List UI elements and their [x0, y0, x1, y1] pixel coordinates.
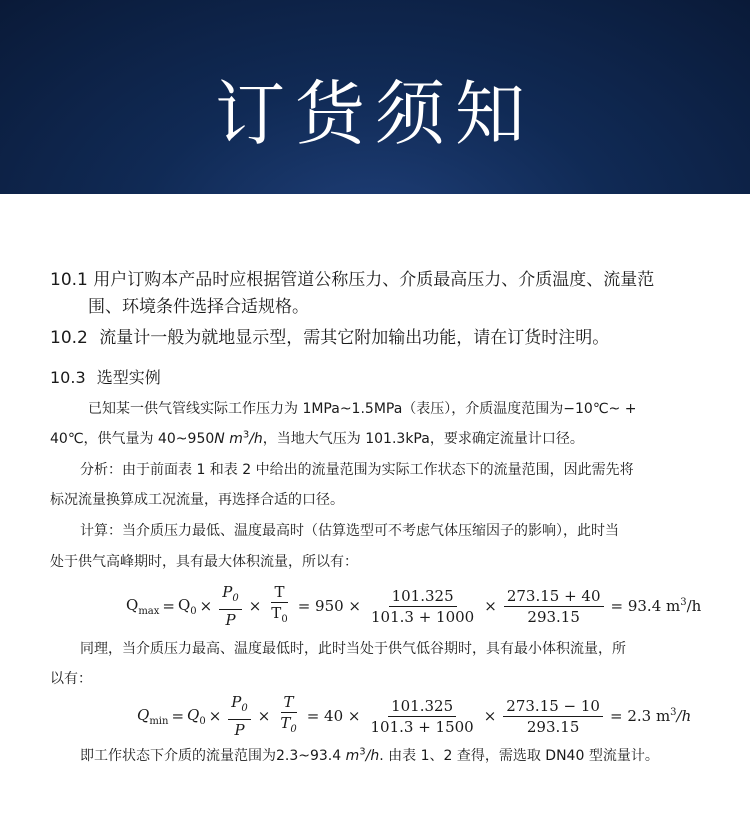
paragraph-similar-line1: 同理，当介质压力最高、温度最低时，此时当处于供气低谷期时，具有最小体积流量，所: [80, 641, 626, 657]
header-banner: [0, 0, 750, 194]
paragraph-known-line1: 已知某一供气管线实际工作压力为 1MPa~1.5MPa（表压），介质温度范围为−10℃~ +: [88, 401, 637, 417]
fraction-t-t0: $\frac{T}{T_0}$: [280, 693, 297, 735]
result-value: = 2.3 $m^3/h$: [609, 707, 692, 725]
times-sign: ×: [199, 597, 213, 615]
times-sign: ×: [484, 597, 497, 615]
formula-qmax: [126, 583, 704, 629]
paragraph-calc-line2: 处于供气高峰期时，具有最大体积流量，所以有：: [50, 554, 358, 570]
equals-sign: =: [171, 707, 185, 725]
paragraph-known-line2: [50, 428, 584, 448]
unit-span: /h: [365, 748, 380, 764]
fraction-t-t0: $\frac{T}{T_0}$: [271, 583, 288, 625]
text-span: 40℃，供气量为 40~950: [50, 431, 215, 447]
multiplier: = 40 ×: [306, 707, 361, 725]
section-number: 10.3: [50, 368, 86, 387]
section-10-2: [50, 323, 609, 348]
times-sign: ×: [483, 707, 497, 725]
unit-span: N m: [214, 431, 243, 447]
result-value: = 93.4 $m^3/h$: [610, 597, 702, 615]
times-sign: ×: [257, 707, 271, 725]
fraction-temperature: $\frac{273.15 - 10}{293.15}$: [503, 697, 603, 736]
fraction-pressure: $\frac{101.325}{101.3 + 1500}$: [370, 696, 474, 736]
equals-sign: =: [162, 597, 175, 615]
text-span: . 由表 1、2 查得，需选取 DN40 型流量计。: [379, 748, 659, 764]
unit-superscript: 3: [359, 746, 366, 758]
fraction-p0-p: $\frac{P_0}{P}$: [228, 693, 250, 739]
unit-span: m: [345, 748, 360, 764]
section-number: 10.1: [50, 270, 88, 290]
fraction-pressure: $\frac{101.325}{101.3 + 1000}$: [371, 586, 475, 626]
fraction-p0-p: $\frac{P_0}{P}$: [219, 583, 241, 629]
q-symbol: $Q_{max}$: [126, 595, 160, 617]
section-10-1-line1: [50, 265, 654, 290]
formula-qmin: [137, 693, 694, 739]
section-text: 流量计一般为就地显示型，需其它附加输出功能，请在订货时注明。: [99, 328, 610, 348]
section-text: 用户订购本产品时应根据管道公称压力、介质最高压力、介质温度、流量范: [93, 270, 655, 290]
banner-title: 订货须知: [215, 73, 535, 155]
section-number: 10.2: [50, 328, 88, 348]
unit-span: /h: [249, 431, 263, 447]
times-sign: ×: [208, 707, 222, 725]
section-title: 选型实例: [96, 368, 161, 387]
section-10-1-line2: 围、环境条件选择合适规格。: [88, 297, 309, 317]
text-span: 即工作状态下介质的流量范围为2.3~93.4: [80, 748, 346, 764]
paragraph-conclusion: [80, 745, 659, 765]
section-10-3-heading: [50, 365, 161, 388]
paragraph-analysis-line1: 分析：由于前面表 1 和表 2 中给出的流量范围为实际工作状态下的流量范围，因此需先将: [80, 462, 634, 478]
fraction-temperature: $\frac{273.15 + 40}{293.15}$: [504, 587, 604, 626]
paragraph-calc-line1: 计算：当介质压力最低、温度最高时（估算选型可不考虑气体压缩因子的影响），此时当: [80, 523, 619, 539]
q0-symbol: $Q_0$: [177, 595, 197, 617]
multiplier: = 950 ×: [297, 597, 361, 615]
q-symbol: $Q_{min}$: [137, 705, 169, 727]
text-span: ，当地大气压为 101.3kPa，要求确定流量计口径。: [262, 431, 584, 447]
q0-symbol: $Q_0$: [187, 705, 206, 727]
paragraph-analysis-line2: 标况流量换算成工况流量，再选择合适的口径。: [50, 492, 344, 508]
times-sign: ×: [248, 597, 262, 615]
paragraph-similar-line2: 以有：: [50, 671, 92, 687]
unit-superscript: 3: [242, 429, 250, 441]
